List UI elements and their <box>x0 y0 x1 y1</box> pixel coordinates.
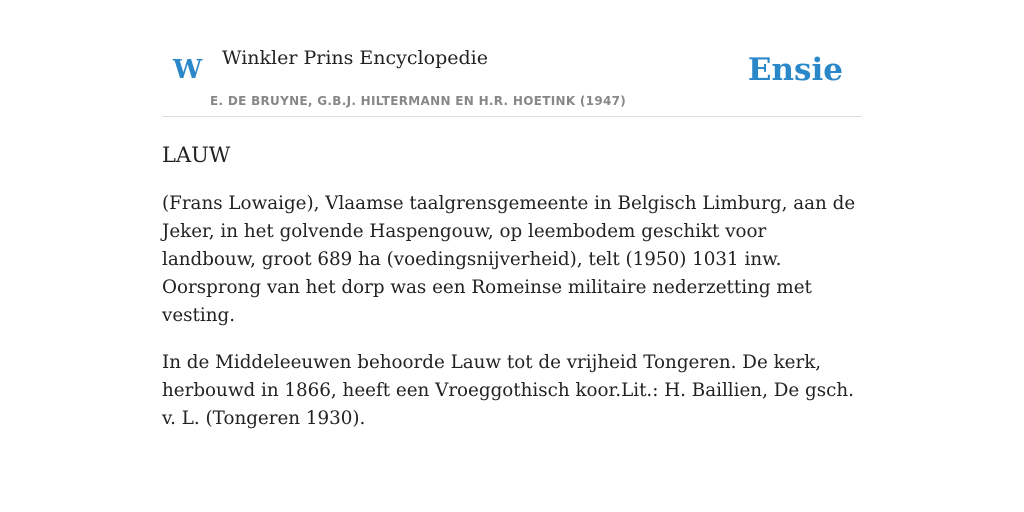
entry-paragraph-1: (Frans Lowaige), Vlaamse taalgrensgemeente in Belgisch Limburg, aan de Jeker, in het golvende Haspengouw, op leembodem geschikt voor landbouw, groot 689 ha (voedingsnijverheid), telt (1950) 1031 inw. Oorsprong van het dorp was een Romeinse militaire nederzetting met vesting. <box>162 193 856 326</box>
entry-content <box>162 138 862 452</box>
ensie-logo[interactable]: Ensie <box>747 52 843 88</box>
entry-paragraph-2: In de Middeleeuwen behoorde Lauw tot de vrijheid Tongeren. De kerk, herbouwd in 1866, heeft een Vroeggothisch koor.Lit.: H. Baillien, De gsch. v. L. (Tongeren 1930). <box>162 352 854 429</box>
entry-title: LAUW <box>162 143 231 167</box>
source-authors: E. DE BRUYNE, G.B.J. HILTERMANN EN H.R. HOETINK (1947) <box>210 94 627 108</box>
source-header <box>162 0 862 117</box>
source-title[interactable]: Winkler Prins Encyclopedie <box>222 47 488 69</box>
source-logo[interactable]: W <box>173 55 203 85</box>
